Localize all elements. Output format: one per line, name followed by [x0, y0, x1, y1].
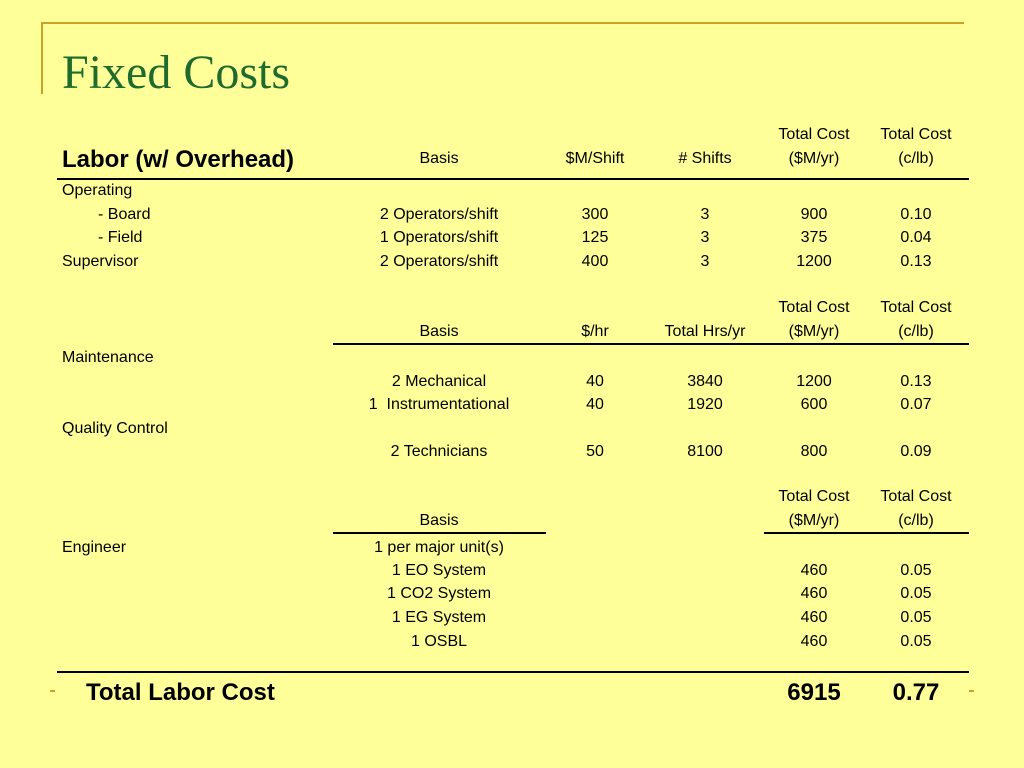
row-label-field: - Field [98, 229, 143, 246]
cell-basis: 1 EG System [391, 609, 487, 626]
section3-basis-rule [333, 532, 546, 534]
col-header-total-cost-clb-line2: (c/lb) [898, 512, 934, 529]
col-header-shifts: # Shifts [678, 150, 732, 167]
cell-basis: 1 EO System [391, 562, 487, 579]
group-label-quality-control: Quality Control [62, 420, 168, 437]
cell-count: 3 [700, 229, 710, 246]
cell-clb: 0.09 [900, 443, 932, 460]
cell-clb: 0.13 [900, 373, 932, 390]
col-header-total-cost-myr-line1: Total Cost [778, 488, 850, 505]
col-header-total-cost-clb-line1: Total Cost [880, 299, 952, 316]
cell-clb: 0.05 [900, 609, 932, 626]
total-cost-myr: 6915 [787, 679, 841, 706]
section2-header-rule [333, 343, 969, 345]
cell-clb: 0.07 [900, 396, 932, 413]
col-header-total-hours: Total Hrs/yr [664, 323, 746, 340]
col-header-total-cost-clb-line1: Total Cost [880, 488, 952, 505]
col-header-basis: Basis [419, 512, 459, 529]
col-header-rate: $/hr [581, 323, 609, 340]
cell-hours: 1920 [687, 396, 723, 413]
cell-rate: 40 [586, 396, 604, 413]
cell-rate: 400 [581, 253, 609, 270]
cell-clb: 0.04 [900, 229, 932, 246]
cell-basis: 2 Operators/shift [379, 206, 499, 223]
cell-cost: 460 [800, 609, 828, 626]
total-rule [57, 671, 969, 673]
col-header-basis: Basis [419, 150, 459, 167]
cell-count: 3 [700, 206, 710, 223]
title-frame-top-rule [41, 22, 964, 24]
cell-hours: 3840 [687, 373, 723, 390]
cell-cost: 460 [800, 585, 828, 602]
group-label-operating: Operating [62, 182, 133, 199]
cell-cost: 600 [800, 396, 828, 413]
cell-rate: 300 [581, 206, 609, 223]
col-header-total-cost-clb-line1: Total Cost [880, 126, 952, 143]
title-frame-left-rule [41, 22, 43, 94]
col-header-total-cost-clb-line2: (c/lb) [898, 150, 934, 167]
row-label-board: - Board [98, 206, 151, 223]
total-label: Total Labor Cost [86, 679, 275, 706]
cell-basis: 1 OSBL [410, 633, 468, 650]
right-accent-mark [969, 690, 974, 692]
cell-basis: 1 CO2 System [386, 585, 492, 602]
labor-heading: Labor (w/ Overhead) [62, 146, 295, 173]
cell-cost: 460 [800, 562, 828, 579]
group-label-engineer: Engineer [62, 539, 127, 556]
cell-clb: 0.05 [900, 562, 932, 579]
left-accent-mark [50, 690, 55, 692]
cell-cost: 1200 [796, 253, 832, 270]
col-header-per-shift: $M/Shift [565, 150, 625, 167]
col-header-total-cost-myr-line2: ($M/yr) [788, 150, 840, 167]
cell-hours: 8100 [687, 443, 723, 460]
cell-basis: 1 Instrumentational [368, 396, 510, 413]
total-cost-clb: 0.77 [892, 679, 940, 706]
cell-basis: 2 Mechanical [391, 373, 487, 390]
col-header-total-cost-myr-line2: ($M/yr) [788, 512, 840, 529]
col-header-total-cost-myr-line1: Total Cost [778, 126, 850, 143]
col-header-total-cost-myr-line1: Total Cost [778, 299, 850, 316]
cell-cost: 1200 [796, 373, 832, 390]
section1-header-rule [57, 178, 969, 180]
col-header-total-cost-clb-line2: (c/lb) [898, 323, 934, 340]
cell-clb: 0.05 [900, 585, 932, 602]
col-header-total-cost-myr-line2: ($M/yr) [788, 323, 840, 340]
cell-rate: 125 [581, 229, 609, 246]
cell-clb: 0.13 [900, 253, 932, 270]
group-label-maintenance: Maintenance [62, 349, 154, 366]
cell-cost: 800 [800, 443, 828, 460]
cell-rate: 40 [586, 373, 604, 390]
cell-rate: 50 [586, 443, 604, 460]
cell-basis: 1 per major unit(s) [374, 539, 504, 556]
col-header-basis: Basis [419, 323, 459, 340]
cell-basis: 2 Technicians [390, 443, 488, 460]
cell-basis: 2 Operators/shift [379, 253, 499, 270]
cell-count: 3 [700, 253, 710, 270]
section3-cost-rule [764, 532, 969, 534]
cell-cost: 375 [800, 229, 828, 246]
cell-cost: 900 [800, 206, 828, 223]
row-label-supervisor: Supervisor [62, 253, 139, 270]
cell-clb: 0.10 [900, 206, 932, 223]
cell-cost: 460 [800, 633, 828, 650]
cell-clb: 0.05 [900, 633, 932, 650]
cell-basis: 1 Operators/shift [379, 229, 499, 246]
slide-title: Fixed Costs [62, 46, 291, 99]
